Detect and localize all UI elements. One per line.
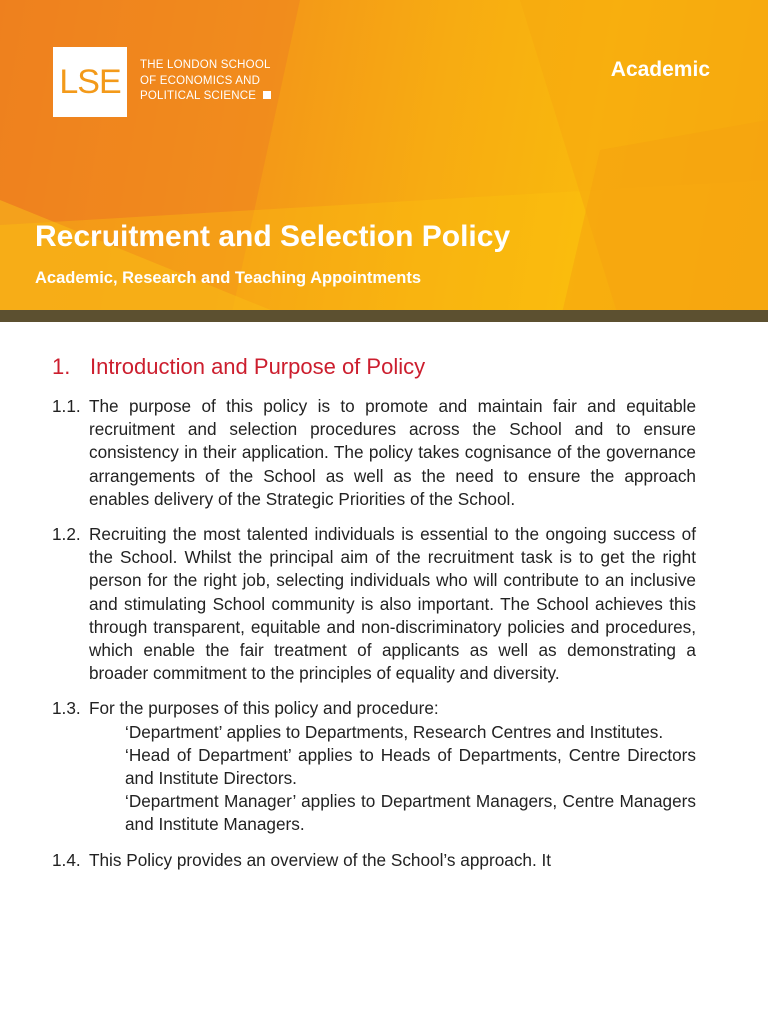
logo-line: THE LONDON SCHOOL [140, 59, 271, 71]
paragraph [52, 849, 696, 872]
logo-square-icon [263, 91, 271, 99]
document-subtitle: Academic, Research and Teaching Appointments [35, 269, 422, 287]
category-label: Academic [610, 58, 710, 81]
logo-line: POLITICAL SCIENCE [140, 90, 257, 102]
paragraph-number: 1.2. [52, 524, 81, 545]
section-number: 1. [52, 354, 71, 379]
paragraph [52, 395, 696, 511]
definition-item: ‘Head of Department’ applies to Heads of Departments, Centre Directors and Institute Directors. [125, 744, 696, 789]
logo-wordmark [140, 58, 271, 105]
definition-item: ‘Department’ applies to Departments, Research Centres and Institutes. [125, 721, 664, 742]
lse-logo [53, 47, 127, 117]
paragraph-number: 1.1. [52, 396, 81, 416]
paragraph-text: The purpose of this policy is to promote and maintain fair and equitable recruitment and selection procedures across the School and to ensure consistency in their application. The policy takes cognisance of the governance arrangements of the School as well as the need to ensure the approach enables delivery of the Strategic Priorities of the School. [89, 396, 696, 509]
paragraph [52, 523, 696, 685]
paragraph-text: For the purposes of this policy and procedure: [89, 698, 439, 719]
paragraph-number: 1.4. [52, 849, 81, 870]
header-divider-band [0, 310, 768, 322]
paragraph [52, 697, 696, 720]
section-title: Introduction and Purpose of Policy [90, 354, 426, 379]
document-title: Recruitment and Selection Policy [35, 220, 511, 253]
logo-mark: LSE [59, 63, 121, 101]
logo-line: OF ECONOMICS AND [140, 74, 261, 87]
paragraph-number: 1.3. [52, 698, 81, 719]
header-banner [0, 0, 768, 322]
document-body [52, 354, 696, 884]
paragraph-text: This Policy provides an overview of the School’s approach. It [89, 849, 552, 870]
paragraph-text: Recruiting the most talented individuals is essential to the ongoing success of the School. Whilst the principal aim of the recruitment task is to get the right person for the right job, selecting individuals who will contribute to an inclusive and stimulating School community is also important. The School achieves this through transparent, equitable and non-discriminatory policies and procedures, which enable the fair treatment of applicants as well as demonstrating a broader commitment to the principles of equality and diversity. [89, 524, 696, 684]
section-heading [52, 354, 696, 380]
definition-item: ‘Department Manager’ applies to Department Managers, Centre Managers and Institute Managers. [125, 791, 696, 835]
